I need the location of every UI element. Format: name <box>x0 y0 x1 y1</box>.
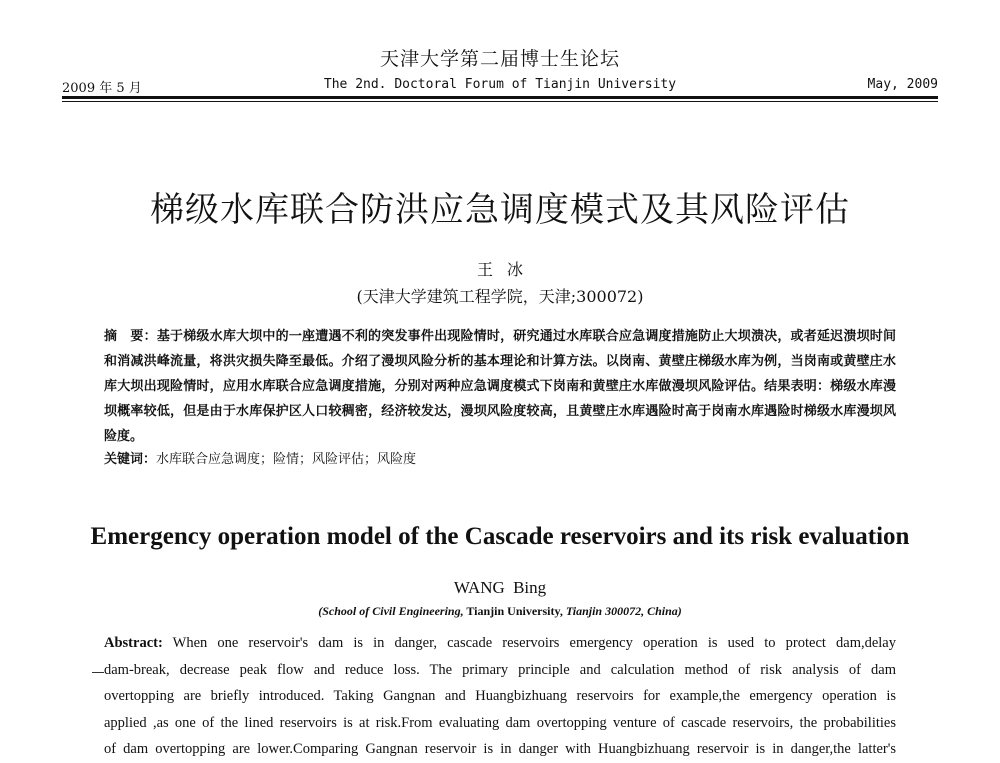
affiliation-en-city: Tianjin 300072, China) <box>565 604 682 618</box>
paper-title-cn: 梯级水库联合防洪应急调度模式及其风险评估 <box>150 190 850 230</box>
abstract-en-line1: When one reservoir's dam is in danger, cascade reservoirs emergency operation is used to protect dam,delay <box>162 635 896 651</box>
page-header <box>62 36 938 98</box>
abstract-en-label: Abstract: <box>104 635 163 651</box>
issue-date-cn: 2009 年 5 月 <box>62 81 142 96</box>
abstract-en-line3: overtopping are briefly introduced. Taking Gangnan and Huangbizhuang reservoirs for example,the emergency operation is <box>104 688 896 704</box>
margin-mark <box>92 672 104 673</box>
affiliation-cn: (天津大学建筑工程学院，天津;300072) <box>356 287 644 306</box>
affiliation-en-univ: Tianjin University, <box>463 604 566 618</box>
issue-date-en: May, 2009 <box>867 77 938 92</box>
author-name-cn: 王冰 <box>476 260 537 279</box>
header-row <box>62 77 938 97</box>
abstract-en <box>104 630 896 763</box>
forum-title-en: The 2nd. Doctoral Forum of Tianjin University <box>323 77 677 92</box>
keywords-cn-text: 水库联合应急调度；险情；风险评估；风险度 <box>156 452 417 467</box>
abstract-en-line5: of dam overtopping are lower.Comparing Gangnan reservoir is in danger with Huangbizhuang reservoir is in danger,the latter's <box>104 741 896 757</box>
affiliation-en <box>0 604 1000 619</box>
abstract-cn-text: 基于梯级水库大坝中的一座遭遇不利的突发事件出现险情时，研究通过水库联合应急调度措施防止大坝溃决，或者延迟溃坝时间和消减洪峰流量，将洪灾损失降至最低。介绍了漫坝风险分析的基本理论和计算方法。以岗南、黄壁庄梯级水库为例，当岗南或黄壁庄水库大坝出现险情时，应用水库联合应急调度措施，分别对两种应急调度模式下岗南和黄壁庄水库做漫坝风险评估。结果表明：梯级水库漫坝概率较低，但是由于水库保护区人口较稠密，经济较发达，漫坝风险度较高，且黄壁庄水库遇险时高于岗南水库遇险时梯级水库漫坝风险度。 <box>104 329 896 444</box>
author-name-en: WANG Bing <box>453 578 547 597</box>
paper-title-en: Emergency operation model of the Cascade reservoirs and its risk evaluation <box>90 523 910 550</box>
abstract-en-line <box>104 630 896 657</box>
forum-title-cn: 天津大学第二届博士生论坛 <box>379 48 620 70</box>
header-rule-thin <box>62 101 938 102</box>
keywords-cn-label: 关键词： <box>104 452 157 467</box>
abstract-cn <box>104 324 896 449</box>
affiliation-en-school: (School of Civil Engineering, <box>318 604 464 618</box>
abstract-en-line2: dam-break, decrease peak flow and reduce loss. The primary principle and calculation method of risk analysis of dam <box>104 661 896 678</box>
abstract-cn-label: 摘 要： <box>104 329 157 344</box>
abstract-en-line4: applied ,as one of the lined reservoirs is at risk.From evaluating dam overtopping venture of cascade reservoirs, the probabilities <box>104 714 896 731</box>
keywords-cn <box>104 449 896 471</box>
header-rule-thick <box>62 96 938 99</box>
